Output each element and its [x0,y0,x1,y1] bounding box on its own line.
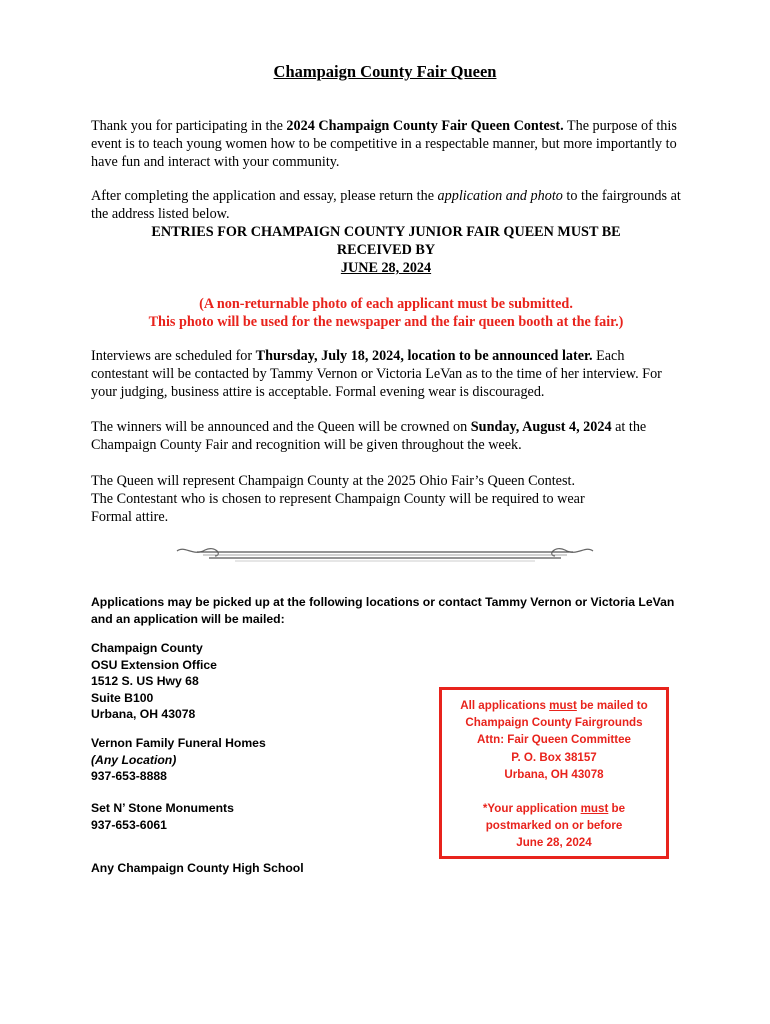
entries-deadline: JUNE 28, 2024 [340,260,432,276]
applications-intro: Applications may be picked up at the following locations or contact Tammy Vernon or Victoria LeVan and an application will be mailed: [91,595,675,626]
entries-heading: ENTRIES FOR CHAMPAIGN COUNTY JUNIOR FAIR QUEEN MUST BE RECEIVED BY JUNE 28, 2024 [91,223,681,277]
photo-notice: (A non-returnable photo of each applicant must be submitted. This photo will be used for the newspaper and the fair queen booth at the fair.) [148,296,624,330]
representation-paragraph: The Queen will represent Champaign County at the 2025 Ohio Fair’s Queen Contest. The Contestant who is chosen to represent Champaign County will be required to wear Formal attire. [91,473,585,525]
mailing-address: All applications must be mailed to Champaign County Fairgrounds Attn: Fair Queen Committee P. O. Box 38157 Urbana, OH 43078 [460,699,648,781]
location-funeral-homes: Vernon Family Funeral Homes (Any Location) 937-653-8888 [91,736,266,783]
intro-paragraph: Thank you for participating in the 2024 Champaign County Fair Queen Contest. The purpose of this event is to teach young women how to be competitive in a respectable manner, but more importantly to have fun and interact with your community. [91,118,677,170]
postmark-note: *Your application must be postmarked on or before June 28, 2024 [482,802,626,850]
winners-paragraph: The winners will be announced and the Queen will be crowned on Sunday, August 4, 2024 at the Champaign County Fair and recognition will be given throughout the week. [91,419,647,453]
decorative-divider [175,543,595,565]
page-title: Champaign County Fair Queen [273,62,497,81]
location-extension-office: Champaign County OSU Extension Office 1512 S. US Hwy 68 Suite B100 Urbana, OH 43078 [91,641,217,721]
mailing-address-box [439,687,669,859]
interviews-paragraph: Interviews are scheduled for Thursday, July 18, 2024, location to be announced later. Each contestant will be contacted by Tammy Vernon or Victoria LeVan as to the time of her interview. For your judging, business attire is acceptable. Formal evening wear is discouraged. [91,348,662,400]
return-instructions: After completing the application and essay, please return the application and photo to the fairgrounds at the address listed below. [91,188,681,222]
location-high-school: Any Champaign County High School [91,861,304,875]
location-monuments: Set N’ Stone Monuments 937-653-6061 [91,801,234,832]
